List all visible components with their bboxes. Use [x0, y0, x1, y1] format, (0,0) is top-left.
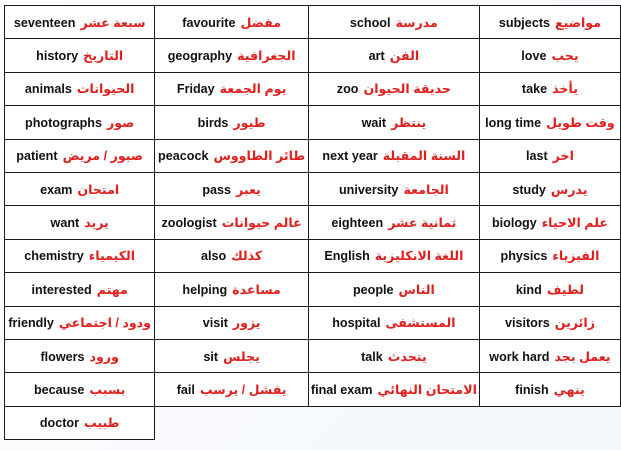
english-word: animals: [24, 82, 72, 97]
english-word: zoo: [336, 82, 359, 97]
english-word: physics: [500, 249, 548, 264]
english-word: photographs: [25, 115, 102, 130]
arabic-translation: يعبر: [236, 182, 261, 197]
table-row: [5, 139, 621, 172]
vocab-cell: [155, 339, 309, 372]
empty-cell: [479, 406, 620, 439]
arabic-translation: يدرس: [550, 182, 588, 197]
vocab-cell: [308, 373, 479, 406]
english-word: chemistry: [24, 249, 84, 264]
arabic-translation: الفن: [389, 49, 420, 64]
english-word: doctor: [39, 416, 80, 431]
vocab-cell: [155, 172, 309, 205]
english-word: pass: [202, 182, 232, 197]
english-word: seventeen: [13, 15, 76, 30]
vocab-cell: [479, 6, 620, 39]
table-row: [5, 406, 621, 439]
english-word: sit: [203, 349, 219, 364]
vocab-cell: [308, 6, 479, 39]
vocab-cell: [5, 172, 155, 205]
vocab-cell: [155, 306, 309, 339]
vocab-cell: [155, 106, 309, 139]
vocab-cell: [5, 139, 155, 172]
arabic-translation: الجامعة: [403, 182, 449, 197]
arabic-translation: المستشفى: [385, 316, 456, 331]
english-word: people: [352, 282, 394, 297]
arabic-translation: مساعدة: [232, 282, 281, 297]
arabic-translation: يحب: [551, 49, 579, 64]
arabic-translation: عالم حيوانات: [221, 216, 302, 231]
english-word: kind: [515, 282, 542, 297]
arabic-translation: السنة المقبلة: [382, 149, 466, 164]
vocab-cell: [479, 206, 620, 239]
english-word: helping: [182, 282, 228, 297]
vocab-cell: [5, 239, 155, 272]
english-word: eighteen: [331, 216, 384, 231]
vocab-cell: [5, 306, 155, 339]
arabic-translation: يفشل / يرسب: [199, 382, 287, 397]
table-row: [5, 39, 621, 72]
english-word: friendly: [8, 316, 54, 331]
vocab-cell: [479, 172, 620, 205]
arabic-translation: ورود: [89, 349, 119, 364]
english-word: birds: [197, 115, 229, 130]
vocab-cell: [5, 406, 155, 439]
table-row: [5, 306, 621, 339]
arabic-translation: ثمانية عشر: [388, 216, 457, 231]
arabic-translation: يتحدث: [387, 349, 427, 364]
english-word: geography: [167, 49, 233, 64]
vocab-cell: [155, 6, 309, 39]
vocab-cell: [155, 139, 309, 172]
vocab-cell: [479, 139, 620, 172]
arabic-translation: الفيزياء: [552, 249, 600, 264]
arabic-translation: ينهي: [553, 382, 585, 397]
arabic-translation: يجلس: [223, 349, 260, 364]
table-row: [5, 106, 621, 139]
english-word: patient: [16, 149, 58, 164]
english-word: favourite: [182, 15, 236, 30]
english-word: last: [525, 149, 548, 164]
english-word: visitors: [504, 316, 550, 331]
english-word: finish: [515, 382, 549, 397]
arabic-translation: حديقة الحيوان: [363, 82, 451, 97]
english-word: exam: [40, 182, 73, 197]
arabic-translation: طيور: [233, 115, 266, 130]
vocab-cell: [308, 39, 479, 72]
english-word: visit: [202, 316, 228, 331]
english-word: interested: [31, 282, 92, 297]
vocab-cell: [5, 39, 155, 72]
table-row: [5, 6, 621, 39]
vocab-cell: [5, 106, 155, 139]
arabic-translation: بسبب: [89, 382, 126, 397]
arabic-translation: طائر الطاووس: [213, 149, 306, 164]
arabic-translation: الحيوانات: [76, 82, 135, 97]
arabic-translation: يأخذ: [552, 82, 578, 97]
arabic-translation: ودود / اجتماعي: [58, 316, 151, 331]
english-word: final exam: [310, 382, 373, 397]
arabic-translation: زائرين: [554, 316, 595, 331]
vocab-cell: [479, 239, 620, 272]
arabic-translation: مواضيع: [555, 15, 601, 30]
arabic-translation: مهتم: [96, 282, 128, 297]
english-word: fail: [176, 382, 195, 397]
vocab-cell: [308, 72, 479, 105]
vocab-cell: [155, 72, 309, 105]
vocab-cell: [155, 206, 309, 239]
arabic-translation: امتحان: [77, 182, 120, 197]
arabic-translation: صور: [106, 115, 135, 130]
vocab-cell: [479, 306, 620, 339]
english-word: talk: [361, 349, 383, 364]
vocab-cell: [5, 206, 155, 239]
arabic-translation: طبيب: [84, 416, 120, 431]
table-row: [5, 373, 621, 406]
english-word: next year: [322, 149, 378, 164]
english-word: zoologist: [161, 216, 217, 231]
vocab-cell: [308, 239, 479, 272]
vocab-cell: [155, 239, 309, 272]
vocab-cell: [308, 206, 479, 239]
vocab-cell: [5, 273, 155, 306]
table-row: [5, 206, 621, 239]
vocab-cell: [155, 373, 309, 406]
english-word: art: [368, 49, 385, 64]
vocab-cell: [5, 6, 155, 39]
table-row: [5, 273, 621, 306]
english-word: English: [324, 249, 370, 264]
arabic-translation: صبور / مريض: [62, 149, 144, 164]
english-word: study: [512, 182, 546, 197]
english-word: school: [349, 15, 391, 30]
vocab-cell: [5, 373, 155, 406]
arabic-translation: لطيف: [546, 282, 584, 297]
arabic-translation: كذلك: [231, 249, 263, 264]
arabic-translation: سبعة عشر: [80, 15, 146, 30]
vocab-cell: [308, 339, 479, 372]
english-word: Friday: [176, 82, 215, 97]
arabic-translation: وقت طويل: [546, 115, 615, 130]
vocab-cell: [308, 273, 479, 306]
english-word: also: [200, 249, 227, 264]
vocab-cell: [479, 373, 620, 406]
arabic-translation: اللغة الانكليزية: [374, 249, 464, 264]
english-word: peacock: [158, 149, 209, 164]
arabic-translation: علم الاحياء: [541, 216, 608, 231]
vocab-cell: [155, 273, 309, 306]
english-word: history: [36, 49, 79, 64]
english-word: flowers: [40, 349, 85, 364]
vocabulary-table: [4, 5, 621, 440]
arabic-translation: اخر: [552, 149, 574, 164]
english-word: love: [521, 49, 547, 64]
arabic-translation: الناس: [398, 282, 435, 297]
vocab-cell: [5, 339, 155, 372]
arabic-translation: يعمل بجد: [554, 349, 611, 364]
arabic-translation: يزور: [232, 316, 261, 331]
vocab-cell: [479, 106, 620, 139]
arabic-translation: مفضل: [240, 15, 281, 30]
empty-cell: [155, 406, 309, 439]
vocab-cell: [155, 39, 309, 72]
english-word: hospital: [332, 316, 381, 331]
vocab-cell: [479, 39, 620, 72]
arabic-translation: ينتظر: [391, 115, 427, 130]
table-row: [5, 72, 621, 105]
english-word: subjects: [498, 15, 551, 30]
english-word: university: [338, 182, 399, 197]
arabic-translation: مدرسة: [395, 15, 438, 30]
english-word: because: [33, 382, 85, 397]
english-word: work hard: [489, 349, 550, 364]
vocab-cell: [308, 306, 479, 339]
arabic-translation: الامتحان النهائي: [377, 382, 477, 397]
empty-cell: [308, 406, 479, 439]
english-word: wait: [361, 115, 387, 130]
english-word: take: [521, 82, 548, 97]
arabic-translation: الجغرافية: [237, 49, 296, 64]
vocab-cell: [308, 172, 479, 205]
vocab-cell: [308, 106, 479, 139]
english-word: biology: [491, 216, 537, 231]
english-word: long time: [485, 115, 542, 130]
vocab-cell: [308, 139, 479, 172]
vocab-cell: [479, 72, 620, 105]
vocab-cell: [5, 72, 155, 105]
arabic-translation: التاريخ: [83, 49, 124, 64]
english-word: want: [50, 216, 80, 231]
arabic-translation: الكيمياء: [88, 249, 136, 264]
table-row: [5, 339, 621, 372]
vocab-cell: [479, 273, 620, 306]
arabic-translation: يريد: [84, 216, 109, 231]
table-row: [5, 239, 621, 272]
table-row: [5, 172, 621, 205]
vocab-cell: [479, 339, 620, 372]
arabic-translation: يوم الجمعة: [219, 82, 287, 97]
